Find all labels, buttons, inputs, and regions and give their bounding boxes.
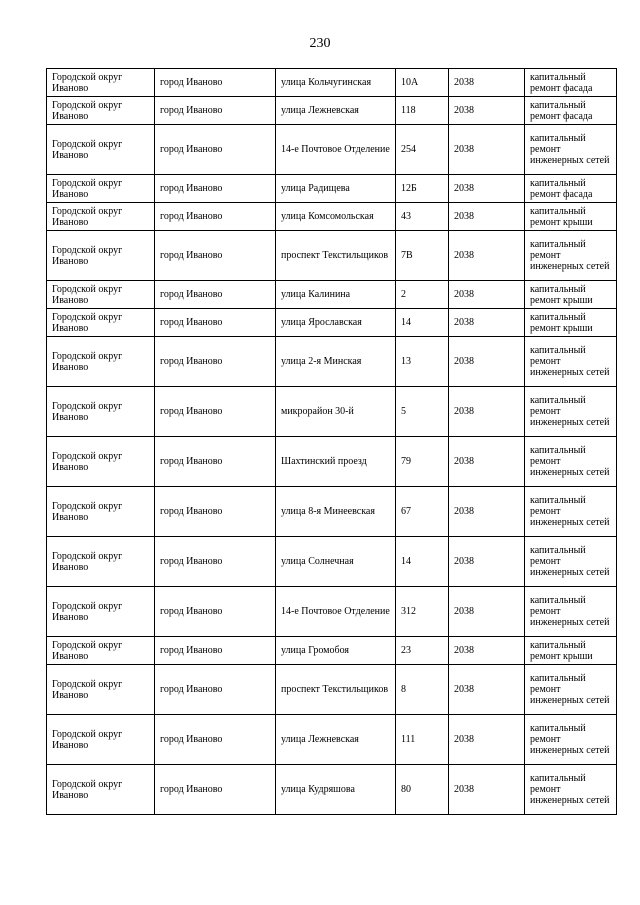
district-cell: Городской округ Иваново: [47, 765, 155, 815]
year-cell: 2038: [449, 125, 525, 175]
street-cell: проспект Текстильщиков: [276, 665, 396, 715]
city-cell: город Иваново: [155, 715, 276, 765]
table-row: [47, 309, 617, 337]
city-cell: город Иваново: [155, 487, 276, 537]
work-type-cell: капитальный ремонт фасада: [525, 69, 617, 97]
year-cell: 2038: [449, 537, 525, 587]
street-cell: 14-е Почтовое Отделение: [276, 587, 396, 637]
table-row: [47, 665, 617, 715]
district-cell: Городской округ Иваново: [47, 231, 155, 281]
district-cell: Городской округ Иваново: [47, 69, 155, 97]
year-cell: 2038: [449, 387, 525, 437]
house-number-cell: 10А: [396, 69, 449, 97]
district-cell: Городской округ Иваново: [47, 309, 155, 337]
table-row: [47, 387, 617, 437]
year-cell: 2038: [449, 309, 525, 337]
house-number-cell: 2: [396, 281, 449, 309]
table-row: [47, 203, 617, 231]
year-cell: 2038: [449, 203, 525, 231]
house-number-cell: 5: [396, 387, 449, 437]
table-row: [47, 281, 617, 309]
district-cell: Городской округ Иваново: [47, 437, 155, 487]
city-cell: город Иваново: [155, 175, 276, 203]
city-cell: город Иваново: [155, 281, 276, 309]
street-cell: проспект Текстильщиков: [276, 231, 396, 281]
district-cell: Городской округ Иваново: [47, 387, 155, 437]
street-cell: улица Радищева: [276, 175, 396, 203]
district-cell: Городской округ Иваново: [47, 97, 155, 125]
district-cell: Городской округ Иваново: [47, 337, 155, 387]
street-cell: улица Кудряшова: [276, 765, 396, 815]
table-row: [47, 231, 617, 281]
page-number: 230: [309, 36, 331, 51]
house-number-cell: 118: [396, 97, 449, 125]
year-cell: 2038: [449, 175, 525, 203]
city-cell: город Иваново: [155, 203, 276, 231]
district-cell: Городской округ Иваново: [47, 637, 155, 665]
house-number-cell: 7В: [396, 231, 449, 281]
table-row: [47, 175, 617, 203]
house-number-cell: 14: [396, 309, 449, 337]
work-type-cell: капитальный ремонт инженерных сетей: [525, 537, 617, 587]
district-cell: Городской округ Иваново: [47, 281, 155, 309]
table-row: [47, 97, 617, 125]
work-type-cell: капитальный ремонт инженерных сетей: [525, 587, 617, 637]
street-cell: улица Солнечная: [276, 537, 396, 587]
table-row: [47, 337, 617, 387]
street-cell: улица Кольчугинская: [276, 69, 396, 97]
city-cell: город Иваново: [155, 537, 276, 587]
year-cell: 2038: [449, 281, 525, 309]
city-cell: город Иваново: [155, 97, 276, 125]
year-cell: 2038: [449, 765, 525, 815]
year-cell: 2038: [449, 337, 525, 387]
year-cell: 2038: [449, 69, 525, 97]
street-cell: улица Комсомольская: [276, 203, 396, 231]
work-type-cell: капитальный ремонт инженерных сетей: [525, 665, 617, 715]
house-number-cell: 14: [396, 537, 449, 587]
table-row: [47, 715, 617, 765]
work-type-cell: капитальный ремонт фасада: [525, 175, 617, 203]
street-cell: Шахтинский проезд: [276, 437, 396, 487]
district-cell: Городской округ Иваново: [47, 587, 155, 637]
city-cell: город Иваново: [155, 765, 276, 815]
street-cell: улица Лежневская: [276, 97, 396, 125]
house-number-cell: 111: [396, 715, 449, 765]
work-type-cell: капитальный ремонт крыши: [525, 309, 617, 337]
work-type-cell: капитальный ремонт инженерных сетей: [525, 337, 617, 387]
house-number-cell: 12Б: [396, 175, 449, 203]
street-cell: улица 2-я Минская: [276, 337, 396, 387]
year-cell: 2038: [449, 97, 525, 125]
street-cell: улица Громобоя: [276, 637, 396, 665]
table-body: [47, 69, 617, 815]
work-type-cell: капитальный ремонт крыши: [525, 281, 617, 309]
city-cell: город Иваново: [155, 309, 276, 337]
work-type-cell: капитальный ремонт крыши: [525, 203, 617, 231]
house-number-cell: 43: [396, 203, 449, 231]
house-number-cell: 13: [396, 337, 449, 387]
house-number-cell: 80: [396, 765, 449, 815]
work-type-cell: капитальный ремонт крыши: [525, 637, 617, 665]
year-cell: 2038: [449, 437, 525, 487]
street-cell: улица 8-я Минеевская: [276, 487, 396, 537]
district-cell: Городской округ Иваново: [47, 203, 155, 231]
housing-repair-table: [46, 68, 617, 815]
work-type-cell: капитальный ремонт фасада: [525, 97, 617, 125]
table-row: [47, 125, 617, 175]
city-cell: город Иваново: [155, 125, 276, 175]
district-cell: Городской округ Иваново: [47, 715, 155, 765]
street-cell: микрорайон 30-й: [276, 387, 396, 437]
street-cell: 14-е Почтовое Отделение: [276, 125, 396, 175]
work-type-cell: капитальный ремонт инженерных сетей: [525, 125, 617, 175]
district-cell: Городской округ Иваново: [47, 665, 155, 715]
city-cell: город Иваново: [155, 587, 276, 637]
table-row: [47, 69, 617, 97]
table-row: [47, 637, 617, 665]
street-cell: улица Лежневская: [276, 715, 396, 765]
district-cell: Городской округ Иваново: [47, 487, 155, 537]
table-row: [47, 537, 617, 587]
city-cell: город Иваново: [155, 69, 276, 97]
district-cell: Городской округ Иваново: [47, 125, 155, 175]
city-cell: город Иваново: [155, 231, 276, 281]
year-cell: 2038: [449, 231, 525, 281]
house-number-cell: 79: [396, 437, 449, 487]
district-cell: Городской округ Иваново: [47, 537, 155, 587]
year-cell: 2038: [449, 665, 525, 715]
year-cell: 2038: [449, 637, 525, 665]
work-type-cell: капитальный ремонт инженерных сетей: [525, 487, 617, 537]
city-cell: город Иваново: [155, 637, 276, 665]
house-number-cell: 254: [396, 125, 449, 175]
year-cell: 2038: [449, 587, 525, 637]
house-number-cell: 312: [396, 587, 449, 637]
city-cell: город Иваново: [155, 387, 276, 437]
work-type-cell: капитальный ремонт инженерных сетей: [525, 231, 617, 281]
street-cell: улица Калинина: [276, 281, 396, 309]
street-cell: улица Ярославская: [276, 309, 396, 337]
table-row: [47, 487, 617, 537]
table-row: [47, 437, 617, 487]
house-number-cell: 67: [396, 487, 449, 537]
city-cell: город Иваново: [155, 337, 276, 387]
work-type-cell: капитальный ремонт инженерных сетей: [525, 437, 617, 487]
city-cell: город Иваново: [155, 437, 276, 487]
table-row: [47, 765, 617, 815]
work-type-cell: капитальный ремонт инженерных сетей: [525, 765, 617, 815]
house-number-cell: 8: [396, 665, 449, 715]
city-cell: город Иваново: [155, 665, 276, 715]
year-cell: 2038: [449, 487, 525, 537]
year-cell: 2038: [449, 715, 525, 765]
table-row: [47, 587, 617, 637]
work-type-cell: капитальный ремонт инженерных сетей: [525, 387, 617, 437]
work-type-cell: капитальный ремонт инженерных сетей: [525, 715, 617, 765]
district-cell: Городской округ Иваново: [47, 175, 155, 203]
house-number-cell: 23: [396, 637, 449, 665]
